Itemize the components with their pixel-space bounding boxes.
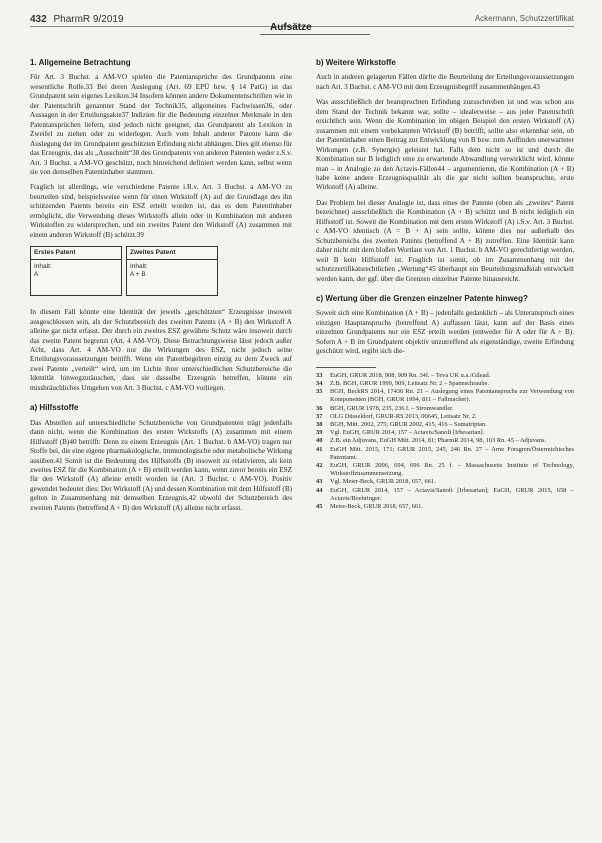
- footnote: [316, 372, 574, 380]
- footnote-text: EuGH Mitt. 2015, 171; GRUR 2015, 245, 246 Rn. 27 – Arne Forsgren/Österreichisches Patentamt.: [330, 445, 574, 461]
- footnote-number: 34: [316, 379, 323, 387]
- header-section-rule: [260, 34, 370, 35]
- paragraph: Fraglich ist allerdings, wie verschiedene Patente i.R.v. Art. 3 Buchst. a AM-VO zu beurteilen sind, beispielsweise wenn für einen Wirkstoff (A) auf der Grundlage des ihn schützenden Patents bereits ein ESZ erteilt worden ist, das es dem Patentinhaber ermöglicht, die Verwendung dieses Wirkstoffs allein oder in Kombination mit anderen Wirkstoffen zu widersprechen, und ein zweites Patent den Wirkstoff (A) zusammen mit einem anderen Wirkstoff (B) schützt.39: [30, 183, 292, 239]
- footnote-text: Meier-Beck, GRUR 2018, 657, 661.: [330, 502, 423, 510]
- footnote: [316, 487, 574, 503]
- footnote-text: Z.B. ein Adjuvans, EuGH Mitt. 2014, 81; PharmR 2014, 98, 103 Rn. 45 – Adjuvans.: [330, 437, 547, 445]
- footnote-number: 37: [316, 412, 323, 420]
- footnote: [316, 413, 574, 421]
- heading-allgemeine-betrachtung: 1. Allgemeine Betrachtung: [30, 58, 131, 67]
- footnote-number: 38: [316, 420, 323, 428]
- footnote-text: BGH, Mitt. 2002, 275; GRUR 2002, 415, 416 – Sumatriptan.: [330, 420, 487, 428]
- footnote: [316, 462, 574, 478]
- footnote-text: EuGH, GRUR 2006, 694, 696 Rn. 25 f. – Massachusetts Institute of Technology, Wirkstoffzusammensetzung.: [330, 461, 574, 478]
- footnote-text: Vgl. EuGH, GRUR 2014, 157 – Actavis/Sanofi [Irbesartan].: [330, 429, 485, 437]
- heading-weitere-wirkstoffe: b) Weitere Wirkstoffe: [316, 58, 396, 67]
- second-patent-content: Inhalt: A + B: [130, 263, 148, 279]
- footnote-number: 40: [316, 437, 323, 445]
- paragraph: Auch in anderen gelagerten Fällen dürfte die Beurteilung der Erteilungsvoraussetzungen nach Art. 3 Buchst. c AM-VO mit dem Erzeugnisbegriff zusammenhängen.43: [316, 73, 574, 91]
- footnote-number: 36: [316, 404, 323, 412]
- footnote: [316, 437, 574, 445]
- first-patent-box: [30, 246, 122, 296]
- footnote-number: 33: [316, 371, 323, 379]
- footnote: [316, 380, 574, 388]
- paragraph: In diesem Fall könnte eine Identität der jeweils „geschützten“ Erzeugnisse insoweit ausgeschlossen sein, als der Schutzbereich des zweiten Patents (A + B) den Wirkstoff A alleine gar nicht erfasst. Der durch ein zweites ESZ gewährte Schutz wäre insoweit durch das zweite Patent begrenzt (Art. 4 AM-VO). Diese Betrachtungsweise lässt jedoch außer Acht, dass Art. 4 AM-VO nur die Wirkungen des ESZ, nicht jedoch seine Erteilungsvoraussetzungen betrifft. Wenn ein Patentbegehren einzig zu dem Zweck auf zwei Patente „verteilt“ wird, um im Lichte ihrer unterschiedlichen Schutzbereiche die Identität hinwegzutäuschen, dass sie dasselbe Erzeugnis betreffen, könnte ein missbräuchliches Umgehen von Art. 3 Buchst. c AM-VO vorliegen.: [30, 308, 292, 392]
- paragraph: Das Problem bei dieser Analogie ist, dass eines der Patente (oben als „zweites“ Patent bezeichnet) ausschließlich die Kombination (A + B) schützt und B nicht lediglich ein Hilfsstoff ist. Soweit die Kombination mit dem ersten Wirkstoff (A) i.S.v. Art. 3 Buchst. c AM-VO identisch (A = B + A) sein sollte, könnte dies nur außerhalb des Schutzbereichs des zweiten Patents (betreffend A + B) zutreffen. Eine Identität kann daher nicht mit dem bloßen Wortlaut von Art. 1 Buchst. b AM-VO gerechtfertigt werden, weil B kein Hilfsstoff ist. Fraglich ist somit, ob im Zusammenhang mit der schutzzertifikatsrechtlichen „Wertung“45 überhaupt ein Beurteilungsmaßstab entwickelt werden kann, der ggf. über die Grenzen einzelner Patente hinausreicht.: [316, 198, 574, 283]
- header-left: [30, 14, 124, 25]
- footnotes: [316, 372, 574, 511]
- footnote-rule: [316, 367, 376, 368]
- second-patent-title: Zweites Patent: [127, 247, 217, 260]
- second-patent-box: [126, 246, 218, 296]
- footnote-text: OLG Düsseldorf, GRUR-RS 2013, 00645, Leitsatz Nr. 2.: [330, 412, 477, 420]
- footnote: [316, 446, 574, 462]
- section-title: Aufsätze: [270, 22, 312, 33]
- footnote-text: EuGH, GRUR 2018, 908, 909 Rn. 34f. – Teva UK u.a./Gilead.: [330, 371, 491, 379]
- footnote-text: EuGH, GRUR 2014, 157 – Actavis/Sanofi [Irbesartan]; EuGH, GRUR 2015, 658 – Actavis/Boehringer.: [330, 486, 574, 502]
- footnote-number: 43: [316, 478, 323, 486]
- paragraph: Was ausschließlich der beanspruchten Erfindung zuzuschreiben ist und was schon aus dem Stand der Technik bekannt war, sollte – idealerweise – aus jeder Patentschrift ersichtlich sein. Wenn die Kombination im obigen Beispiel den ersten Wirkstoff (A) zusammen mit einem vorbekannten Wirkstoff (B) betrifft, sollte also erkennbar sein, ob der Patentinhaber einen Beitrag zur Entwicklung von B bzw. zum Auffinden unerwarteter Wirkungen (z.B. Synergie) geleistet hat. Falls dem nicht so ist und durch die Kombination nur B lediglich eine zu erwartende Abwandlung verwirklicht wird, könnte man – in Analogie zu den Actavis-Fällen44 – argumentieren, die Kombination (A + B) habe keine andere Erzeugnisqualität als die gar nicht sollten beanspruchte, erste Wirkstoff (A) alleine.: [316, 98, 574, 192]
- paragraph: Das Abstellen auf unterschiedliche Schutzbereiche von Grundpatenten trägt jedenfalls dann nicht, wenn die Kombination des ersten Wirkstoffs (A) zusammen mit einem Hilfsstoff (B)40 betrifft: Denn zu einem Erzeugnis (Art. 1 Buchst. b AM-VO) tragen nur Stoffe bei, die eine eigene pharmakologische, immunologische oder metabolische Wirkung ausüben.41 Somit ist die Bedeutung des Hilfsstoffs (B) insoweit zu relativieren, als kein zweites ESZ für die Kombination (A + B) erteilt werden kann, wenn zuvor bereits ein ESZ für den Wirkstoff (A) alleine erteilt worden ist (Art. 3 Buchst. c AM-VO). Positiv gewendet bedeutet dies: Der Wirkstoff (A) und dessen Kombination mit dem Hilfsstoff (B) gelten in Zusammenhang mit demselben Erzeugnis,42 obwohl der Schutzbereich des zweiten Patents (betreffend A + B) den Wirkstoff (A) alleine nicht erfasst.: [30, 418, 293, 512]
- footnote-number: 42: [316, 461, 323, 469]
- first-patent-content: Inhalt: A: [34, 263, 52, 279]
- footnote-number: 44: [316, 486, 323, 494]
- footnote: [316, 478, 574, 486]
- footnote-number: 45: [316, 502, 323, 510]
- left-column: [30, 58, 292, 519]
- footnote: [316, 388, 574, 404]
- heading-wertung: c) Wertung über die Grenzen einzelner Patente hinweg?: [316, 293, 528, 303]
- footnote-text: BGH, BeckRS 2014, 17436 Rn. 21 – Auslegung eines Patentanspruchs zur Verwendung von Komponenten (BGH, GRUR 1994, 811 – Fallmacher).: [330, 388, 574, 404]
- footnote: [316, 429, 574, 437]
- footnote: [316, 421, 574, 429]
- footnote-text: BGH, GRUR 1978, 235, 236 f. – Stromwandler.: [330, 404, 454, 412]
- journal-name: PharmR 9/2019: [53, 14, 124, 25]
- page-header: [30, 14, 574, 40]
- running-title: Ackermann, Schutzzertifikat: [474, 14, 574, 23]
- page-number: 432: [30, 14, 47, 25]
- heading-hilfsstoffe: a) Hilfsstoffe: [30, 403, 79, 413]
- footnote-text: Vgl. Meier-Beck, GRUR 2018, 657, 661.: [330, 478, 436, 486]
- paragraph: Für Art. 3 Buchst. a AM-VO spielen die Patentansprüche des Grundpatents eine wesentliche Rolle.33 Bei deren Auslegung (Art. 69 EPÜ bzw. § 14 PatG) ist das Grundpatent sein eigenes Lexikon.34 Insofern können andere Dokumentenschriften wie in der Patentschrift genannter Stand der Technik35, allgemeines Fachwissen36, oder Aussagen in der Erteilungsakte37 Indizien für die Bedeutung einzelner Merkmale in den Patentansprüchen liefern, sind jedoch nicht geeignet, das Grundpatent als Lexikon in Zweifel zu ziehen oder zu widerlegen. Auch vom Inhalt anderer Patente kann die Auslegung der im Grundpatent geschützten Erfindung nicht abhängen. Dies gilt ebenso für das Erzeugnis, das als „Ausschnitt“38 des Grundpatents von anderen Patenten weder z.S.v. Art. 3 Buchst. a AM-VO geschützt, noch hinreichend definiert werden kann, selbst wenn sie von demselben Patentinhaber stammen.: [30, 73, 292, 176]
- footnote-number: 41: [316, 445, 323, 453]
- footnote: [316, 405, 574, 413]
- patent-diagram: [30, 246, 292, 298]
- footnote-number: 35: [316, 388, 323, 396]
- footnote-text: Z.B. BGH, GRUR 1999, 909, Leitsatz Nr. 2 – Spannschraube.: [330, 379, 490, 387]
- paragraph: Soweit sich eine Kombination (A + B) – jedenfalls gedanklich – als Unteranspruch eines einzigen Hauptanspruchs (betreffend A) auffassen lässt, kann auf der Basis eines einzelnen Grundpatents nur ein ESZ erteilt werden (entweder für A oder für A + B). Sofern A + B im Grundpatent objektiv unzutreffend als eigenständige, zweite Erfindung geschützt wird, ergibt sich die-: [316, 309, 574, 356]
- footnote: [316, 503, 574, 511]
- right-column: [316, 58, 574, 511]
- footnote-number: 39: [316, 429, 323, 437]
- first-patent-title: Erstes Patent: [31, 247, 121, 260]
